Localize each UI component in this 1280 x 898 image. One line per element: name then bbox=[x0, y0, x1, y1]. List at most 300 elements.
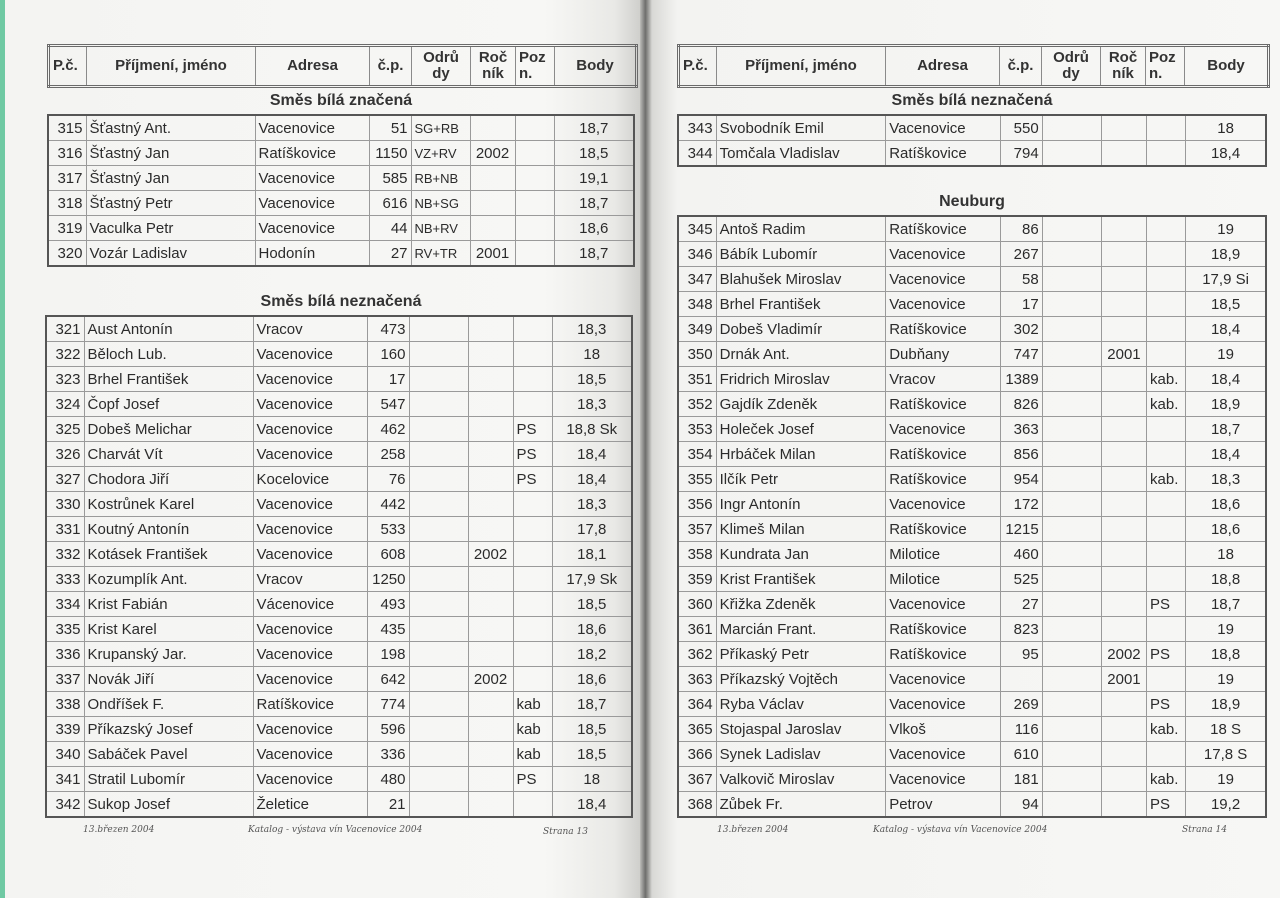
varieties-cell bbox=[409, 792, 468, 818]
exhibitor-name-cell: Vaculka Petr bbox=[86, 216, 255, 241]
table-row bbox=[46, 717, 632, 742]
note-cell: kab. bbox=[1147, 392, 1186, 417]
column-header-table-left bbox=[47, 44, 638, 88]
table-row bbox=[46, 492, 632, 517]
note-cell bbox=[1147, 442, 1186, 467]
header-note bbox=[516, 46, 555, 87]
header-year-l1: Roč bbox=[1108, 49, 1138, 66]
note-cell bbox=[1147, 417, 1186, 442]
table-row bbox=[678, 467, 1266, 492]
table-row bbox=[678, 567, 1266, 592]
points-cell: 17,9 Sk bbox=[552, 567, 632, 592]
entry-number-cell: 345 bbox=[678, 216, 716, 242]
points-cell: 18,8 Sk bbox=[552, 417, 632, 442]
header-address: Adresa bbox=[886, 46, 1000, 87]
header-pc: P.č. bbox=[49, 46, 87, 87]
address-cell: Ratíškovice bbox=[886, 141, 1000, 167]
header-variety-l2: dy bbox=[1062, 65, 1080, 82]
varieties-cell bbox=[409, 342, 468, 367]
house-number-cell: 198 bbox=[367, 642, 409, 667]
house-number-cell: 363 bbox=[1000, 417, 1042, 442]
header-variety bbox=[412, 46, 471, 87]
table-row bbox=[678, 115, 1266, 141]
address-cell: Ratíškovice bbox=[886, 642, 1000, 667]
points-cell: 18,7 bbox=[554, 241, 634, 267]
house-number-cell: 747 bbox=[1000, 342, 1042, 367]
entry-number-cell: 353 bbox=[678, 417, 716, 442]
varieties-cell bbox=[1042, 567, 1101, 592]
varieties-cell bbox=[409, 392, 468, 417]
note-cell bbox=[513, 567, 552, 592]
address-cell: Vacenovice bbox=[886, 417, 1000, 442]
header-year bbox=[1101, 46, 1146, 87]
table-row bbox=[678, 392, 1266, 417]
house-number-cell: 1250 bbox=[367, 567, 409, 592]
table-row bbox=[46, 367, 632, 392]
address-cell: Vacenovice bbox=[253, 342, 367, 367]
exhibitor-name-cell: Ryba Václav bbox=[716, 692, 886, 717]
address-cell: Petrov bbox=[886, 792, 1000, 818]
points-cell: 18,4 bbox=[552, 792, 632, 818]
entry-number-cell: 346 bbox=[678, 242, 716, 267]
entry-number-cell: 318 bbox=[48, 191, 86, 216]
header-note-l2: n. bbox=[1149, 65, 1163, 82]
vintage-year-cell bbox=[468, 417, 513, 442]
varieties-cell bbox=[409, 642, 468, 667]
address-cell: Ratíškovice bbox=[253, 692, 367, 717]
points-cell: 19 bbox=[1186, 216, 1266, 242]
table-row bbox=[46, 517, 632, 542]
vintage-year-cell bbox=[1101, 542, 1146, 567]
varieties-cell bbox=[1042, 216, 1101, 242]
exhibitor-name-cell: Klimeš Milan bbox=[716, 517, 886, 542]
address-cell: Vacenovice bbox=[886, 292, 1000, 317]
vintage-year-cell bbox=[468, 642, 513, 667]
note-cell bbox=[1147, 267, 1186, 292]
points-cell: 18,6 bbox=[1186, 517, 1266, 542]
points-cell: 18,9 bbox=[1186, 392, 1266, 417]
note-cell bbox=[513, 792, 552, 818]
note-cell bbox=[1147, 542, 1186, 567]
exhibitor-name-cell: Šťastný Jan bbox=[86, 141, 255, 166]
house-number-cell: 86 bbox=[1000, 216, 1042, 242]
house-number-cell: 1150 bbox=[369, 141, 411, 166]
vintage-year-cell: 2001 bbox=[1101, 667, 1146, 692]
note-cell bbox=[513, 367, 552, 392]
address-cell: Vacenovice bbox=[253, 742, 367, 767]
entry-number-cell: 337 bbox=[46, 667, 84, 692]
vintage-year-cell bbox=[1101, 392, 1146, 417]
varieties-cell bbox=[1042, 242, 1101, 267]
vintage-year-cell bbox=[1101, 216, 1146, 242]
exhibitor-name-cell: Bábík Lubomír bbox=[716, 242, 886, 267]
table-row bbox=[46, 392, 632, 417]
note-cell bbox=[513, 492, 552, 517]
vintage-year-cell bbox=[1101, 492, 1146, 517]
points-cell: 18,4 bbox=[552, 467, 632, 492]
exhibitor-name-cell: Charvát Vít bbox=[84, 442, 253, 467]
varieties-cell: RB+NB bbox=[411, 166, 470, 191]
address-cell: Vracov bbox=[886, 367, 1000, 392]
address-cell: Vacenovice bbox=[255, 191, 369, 216]
address-cell: Vacenovice bbox=[886, 592, 1000, 617]
note-cell bbox=[513, 542, 552, 567]
address-cell: Vacenovice bbox=[253, 392, 367, 417]
table-row bbox=[46, 617, 632, 642]
entry-number-cell: 323 bbox=[46, 367, 84, 392]
vintage-year-cell bbox=[1101, 317, 1146, 342]
entry-number-cell: 321 bbox=[46, 316, 84, 342]
varieties-cell bbox=[409, 567, 468, 592]
header-variety-l2: dy bbox=[432, 65, 450, 82]
exhibitor-name-cell: Kozumplík Ant. bbox=[84, 567, 253, 592]
exhibitor-name-cell: Antoš Radim bbox=[716, 216, 886, 242]
vintage-year-cell bbox=[1101, 292, 1146, 317]
house-number-cell: 336 bbox=[367, 742, 409, 767]
varieties-cell bbox=[409, 417, 468, 442]
exhibitor-name-cell: Gajdík Zdeněk bbox=[716, 392, 886, 417]
table-row bbox=[46, 316, 632, 342]
entry-number-cell: 359 bbox=[678, 567, 716, 592]
entry-number-cell: 348 bbox=[678, 292, 716, 317]
note-cell bbox=[1147, 115, 1186, 141]
table-row bbox=[678, 442, 1266, 467]
points-cell: 18,3 bbox=[552, 492, 632, 517]
header-note-l1: Poz bbox=[1149, 49, 1176, 66]
vintage-year-cell bbox=[468, 717, 513, 742]
header-name: Příjmení, jméno bbox=[717, 46, 886, 87]
address-cell: Vacenovice bbox=[253, 417, 367, 442]
vintage-year-cell bbox=[468, 742, 513, 767]
points-cell: 18 bbox=[1186, 542, 1266, 567]
address-cell: Ratíškovice bbox=[886, 317, 1000, 342]
entry-number-cell: 366 bbox=[678, 742, 716, 767]
varieties-cell bbox=[409, 767, 468, 792]
vintage-year-cell bbox=[1101, 517, 1146, 542]
note-cell bbox=[1147, 517, 1186, 542]
note-cell: PS bbox=[1147, 792, 1186, 818]
table-row bbox=[46, 592, 632, 617]
entry-number-cell: 358 bbox=[678, 542, 716, 567]
table-row bbox=[678, 267, 1266, 292]
table-row bbox=[46, 417, 632, 442]
exhibitor-name-cell: Synek Ladislav bbox=[716, 742, 886, 767]
note-cell bbox=[1147, 667, 1186, 692]
exhibitor-name-cell: Drnák Ant. bbox=[716, 342, 886, 367]
entry-number-cell: 332 bbox=[46, 542, 84, 567]
note-cell: kab bbox=[513, 717, 552, 742]
header-cp: č.p. bbox=[1000, 46, 1042, 87]
vintage-year-cell: 2001 bbox=[1101, 342, 1146, 367]
header-note bbox=[1146, 46, 1185, 87]
entry-number-cell: 343 bbox=[678, 115, 716, 141]
house-number-cell: 823 bbox=[1000, 617, 1042, 642]
vintage-year-cell bbox=[468, 392, 513, 417]
exhibitor-name-cell: Příkaský Petr bbox=[716, 642, 886, 667]
points-cell: 18 bbox=[552, 342, 632, 367]
house-number-cell: 826 bbox=[1000, 392, 1042, 417]
exhibitor-name-cell: Běloch Lub. bbox=[84, 342, 253, 367]
table-row bbox=[678, 216, 1266, 242]
house-number-cell: 302 bbox=[1000, 317, 1042, 342]
note-cell bbox=[1147, 242, 1186, 267]
footer-date: 13.březen 2004 bbox=[83, 825, 155, 835]
entry-number-cell: 334 bbox=[46, 592, 84, 617]
entry-number-cell: 324 bbox=[46, 392, 84, 417]
varieties-cell: NB+RV bbox=[411, 216, 470, 241]
exhibitor-name-cell: Kostrůnek Karel bbox=[84, 492, 253, 517]
points-cell: 18,4 bbox=[1186, 317, 1266, 342]
vintage-year-cell bbox=[468, 492, 513, 517]
note-cell: kab bbox=[513, 692, 552, 717]
varieties-cell bbox=[409, 742, 468, 767]
note-cell bbox=[513, 392, 552, 417]
header-year-l2: ník bbox=[482, 65, 504, 82]
exhibitor-name-cell: Chodora Jiří bbox=[84, 467, 253, 492]
entry-number-cell: 347 bbox=[678, 267, 716, 292]
table-row bbox=[678, 242, 1266, 267]
exhibitor-name-cell: Sabáček Pavel bbox=[84, 742, 253, 767]
table-row bbox=[46, 467, 632, 492]
varieties-cell bbox=[1042, 292, 1101, 317]
points-cell: 18,8 bbox=[1186, 567, 1266, 592]
points-cell: 18,7 bbox=[554, 115, 634, 141]
address-cell: Milotice bbox=[886, 567, 1000, 592]
entry-number-cell: 367 bbox=[678, 767, 716, 792]
header-variety-l1: Odrů bbox=[1053, 49, 1089, 66]
varieties-cell bbox=[1042, 792, 1101, 818]
exhibitor-name-cell: Šťastný Petr bbox=[86, 191, 255, 216]
table-row bbox=[678, 542, 1266, 567]
house-number-cell: 1389 bbox=[1000, 367, 1042, 392]
vintage-year-cell bbox=[468, 617, 513, 642]
house-number-cell: 460 bbox=[1000, 542, 1042, 567]
note-cell bbox=[1147, 492, 1186, 517]
entry-number-cell: 360 bbox=[678, 592, 716, 617]
points-cell: 17,8 S bbox=[1186, 742, 1266, 767]
exhibitor-name-cell: Šťastný Ant. bbox=[86, 115, 255, 141]
points-cell: 18,1 bbox=[552, 542, 632, 567]
entry-number-cell: 352 bbox=[678, 392, 716, 417]
entry-number-cell: 331 bbox=[46, 517, 84, 542]
table-row bbox=[48, 216, 634, 241]
note-cell bbox=[515, 141, 554, 166]
house-number-cell: 550 bbox=[1000, 115, 1042, 141]
table-row bbox=[678, 342, 1266, 367]
points-cell: 18,9 bbox=[1186, 692, 1266, 717]
exhibitor-name-cell: Stojaspal Jaroslav bbox=[716, 717, 886, 742]
varieties-cell bbox=[1042, 642, 1101, 667]
exhibitor-name-cell: Stratil Lubomír bbox=[84, 767, 253, 792]
address-cell: Vacenovice bbox=[255, 115, 369, 141]
vintage-year-cell bbox=[1101, 592, 1146, 617]
house-number-cell: 462 bbox=[367, 417, 409, 442]
house-number-cell: 116 bbox=[1000, 717, 1042, 742]
house-number-cell bbox=[1000, 667, 1042, 692]
header-year bbox=[471, 46, 516, 87]
vintage-year-cell bbox=[1101, 141, 1146, 167]
address-cell: Vacenovice bbox=[253, 667, 367, 692]
vintage-year-cell bbox=[470, 166, 515, 191]
header-address: Adresa bbox=[256, 46, 370, 87]
house-number-cell: 493 bbox=[367, 592, 409, 617]
address-cell: Vacenovice bbox=[253, 767, 367, 792]
exhibitor-name-cell: Koutný Antonín bbox=[84, 517, 253, 542]
note-cell bbox=[1147, 216, 1186, 242]
vintage-year-cell bbox=[468, 517, 513, 542]
table-row bbox=[678, 642, 1266, 667]
note-cell bbox=[515, 191, 554, 216]
varieties-cell bbox=[409, 316, 468, 342]
note-cell: PS bbox=[1147, 592, 1186, 617]
table-row bbox=[678, 742, 1266, 767]
address-cell: Vacenovice bbox=[253, 542, 367, 567]
header-note-l1: Poz bbox=[519, 49, 546, 66]
vintage-year-cell bbox=[468, 567, 513, 592]
house-number-cell: 27 bbox=[369, 241, 411, 267]
note-cell bbox=[513, 642, 552, 667]
table-row bbox=[678, 517, 1266, 542]
points-cell: 18,9 bbox=[1186, 242, 1266, 267]
table-row bbox=[678, 141, 1266, 167]
vintage-year-cell: 2002 bbox=[468, 542, 513, 567]
varieties-cell bbox=[1042, 692, 1101, 717]
points-cell: 19 bbox=[1186, 667, 1266, 692]
points-cell: 18,7 bbox=[1186, 592, 1266, 617]
section-title: Směs bílá neznačená bbox=[260, 293, 422, 310]
table-row bbox=[46, 567, 632, 592]
table-row bbox=[46, 542, 632, 567]
exhibitor-name-cell: Krupanský Jar. bbox=[84, 642, 253, 667]
exhibitor-name-cell: Příkazský Vojtěch bbox=[716, 667, 886, 692]
points-cell: 18,3 bbox=[1186, 467, 1266, 492]
section-title: Směs bílá značená bbox=[269, 92, 413, 109]
house-number-cell: 258 bbox=[367, 442, 409, 467]
vintage-year-cell: 2002 bbox=[468, 667, 513, 692]
house-number-cell: 856 bbox=[1000, 442, 1042, 467]
varieties-cell bbox=[409, 592, 468, 617]
note-cell: PS bbox=[1147, 692, 1186, 717]
exhibitor-name-cell: Ilčík Petr bbox=[716, 467, 886, 492]
entry-number-cell: 320 bbox=[48, 241, 86, 267]
vintage-year-cell: 2001 bbox=[470, 241, 515, 267]
varieties-cell bbox=[1042, 467, 1101, 492]
address-cell: Ratíškovice bbox=[886, 442, 1000, 467]
points-cell: 18 bbox=[1186, 115, 1266, 141]
table-row bbox=[46, 767, 632, 792]
table-row bbox=[46, 742, 632, 767]
table-row bbox=[678, 592, 1266, 617]
vintage-year-cell: 2002 bbox=[470, 141, 515, 166]
note-cell: kab. bbox=[1147, 467, 1186, 492]
points-cell: 18,6 bbox=[552, 617, 632, 642]
points-cell: 18,4 bbox=[1186, 442, 1266, 467]
exhibitor-name-cell: Holeček Josef bbox=[716, 417, 886, 442]
house-number-cell: 94 bbox=[1000, 792, 1042, 818]
varieties-cell bbox=[409, 492, 468, 517]
address-cell: Vacenovice bbox=[253, 367, 367, 392]
address-cell: Vacenovice bbox=[886, 492, 1000, 517]
varieties-cell bbox=[1042, 617, 1101, 642]
varieties-cell bbox=[409, 467, 468, 492]
note-cell bbox=[515, 216, 554, 241]
entry-number-cell: 327 bbox=[46, 467, 84, 492]
entry-number-cell: 340 bbox=[46, 742, 84, 767]
house-number-cell: 95 bbox=[1000, 642, 1042, 667]
varieties-cell bbox=[1042, 767, 1101, 792]
house-number-cell: 480 bbox=[367, 767, 409, 792]
house-number-cell: 473 bbox=[367, 316, 409, 342]
vintage-year-cell bbox=[1101, 767, 1146, 792]
footer-title: Katalog - výstava vín Vacenovice 2004 bbox=[873, 825, 1048, 835]
exhibitor-name-cell: Kotásek František bbox=[84, 542, 253, 567]
exhibitor-name-cell: Novák Jiří bbox=[84, 667, 253, 692]
entry-number-cell: 325 bbox=[46, 417, 84, 442]
entry-number-cell: 349 bbox=[678, 317, 716, 342]
points-cell: 19,1 bbox=[554, 166, 634, 191]
points-cell: 18,3 bbox=[552, 316, 632, 342]
varieties-cell bbox=[409, 367, 468, 392]
varieties-cell bbox=[1042, 442, 1101, 467]
entries-table bbox=[677, 215, 1267, 818]
house-number-cell: 525 bbox=[1000, 567, 1042, 592]
note-cell bbox=[1147, 141, 1186, 167]
address-cell: Vacenovice bbox=[253, 617, 367, 642]
note-cell bbox=[1147, 317, 1186, 342]
table-row bbox=[678, 617, 1266, 642]
varieties-cell bbox=[1042, 592, 1101, 617]
vintage-year-cell bbox=[1101, 115, 1146, 141]
column-header-table-right bbox=[677, 44, 1270, 88]
note-cell bbox=[1147, 292, 1186, 317]
varieties-cell bbox=[409, 692, 468, 717]
table-row bbox=[48, 166, 634, 191]
entry-number-cell: 363 bbox=[678, 667, 716, 692]
address-cell: Vacenovice bbox=[255, 166, 369, 191]
exhibitor-name-cell: Sukop Josef bbox=[84, 792, 253, 818]
entry-number-cell: 368 bbox=[678, 792, 716, 818]
vintage-year-cell bbox=[468, 692, 513, 717]
entry-number-cell: 316 bbox=[48, 141, 86, 166]
address-cell: Vracov bbox=[253, 316, 367, 342]
address-cell: Vacenovice bbox=[886, 692, 1000, 717]
note-cell: PS bbox=[513, 442, 552, 467]
address-cell: Vacenovice bbox=[886, 767, 1000, 792]
address-cell: Dubňany bbox=[886, 342, 1000, 367]
note-cell: kab. bbox=[1147, 717, 1186, 742]
note-cell bbox=[1147, 567, 1186, 592]
entry-number-cell: 351 bbox=[678, 367, 716, 392]
entry-number-cell: 326 bbox=[46, 442, 84, 467]
table-row bbox=[46, 342, 632, 367]
varieties-cell bbox=[1042, 667, 1101, 692]
vintage-year-cell bbox=[468, 767, 513, 792]
table-row bbox=[46, 642, 632, 667]
entry-number-cell: 315 bbox=[48, 115, 86, 141]
varieties-cell bbox=[1042, 542, 1101, 567]
exhibitor-name-cell: Krist František bbox=[716, 567, 886, 592]
points-cell: 18 bbox=[552, 767, 632, 792]
exhibitor-name-cell: Šťastný Jan bbox=[86, 166, 255, 191]
vintage-year-cell bbox=[1101, 267, 1146, 292]
exhibitor-name-cell: Zůbek Fr. bbox=[716, 792, 886, 818]
note-cell: PS bbox=[513, 767, 552, 792]
varieties-cell bbox=[409, 667, 468, 692]
header-variety-l1: Odrů bbox=[423, 49, 459, 66]
address-cell: Milotice bbox=[886, 542, 1000, 567]
varieties-cell bbox=[409, 517, 468, 542]
vintage-year-cell bbox=[1101, 567, 1146, 592]
